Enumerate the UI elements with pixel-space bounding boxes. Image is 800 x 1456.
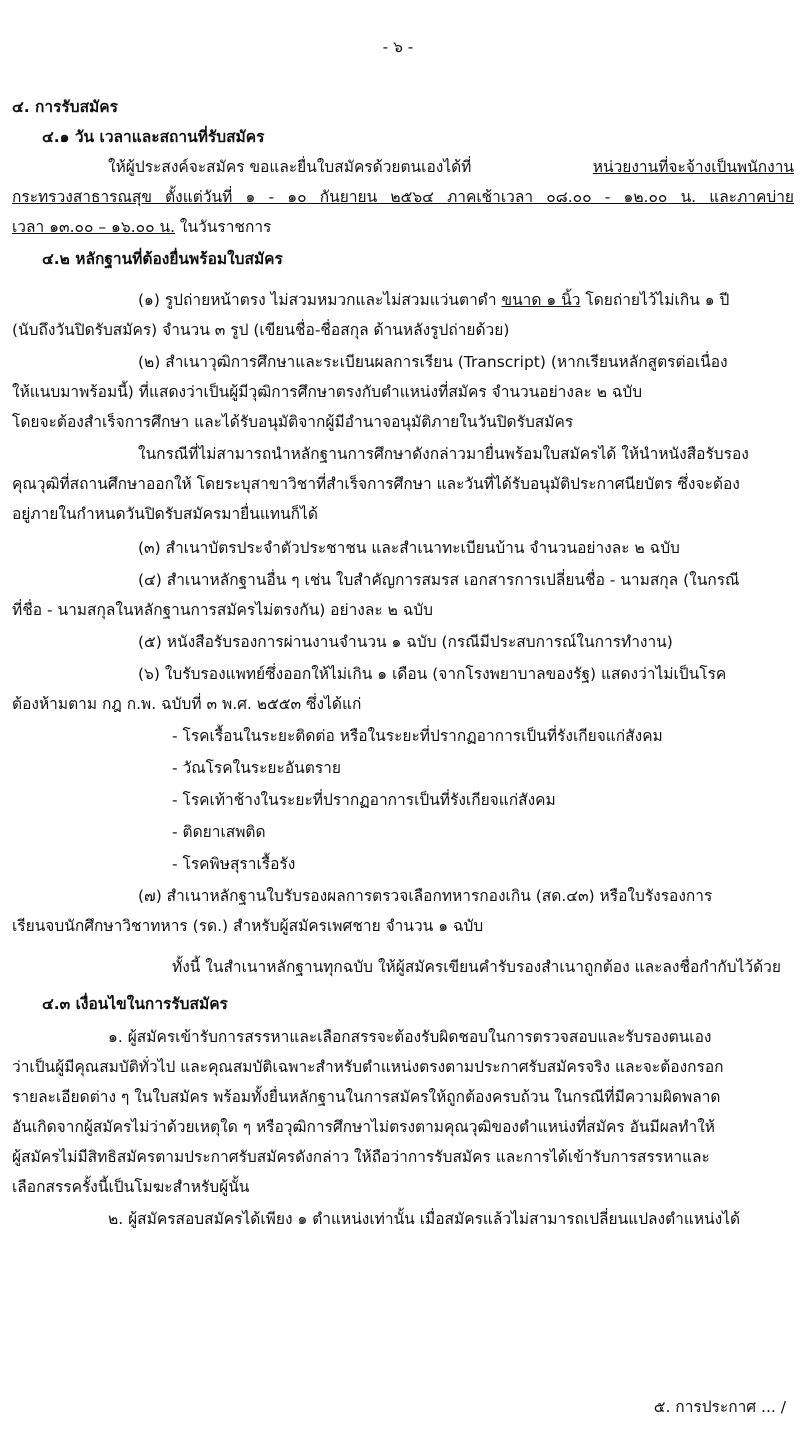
disease-list-item: - โรคเท้าช้างในระยะที่ปรากฏอาการเป็นที่รังเกียจแก่สังคม [172,791,556,809]
item-5: (๕) หนังสือรับรองการผ่านงานจำนวน ๑ ฉบับ (กรณีมีประสบการณ์ในการทำงาน) [138,633,673,651]
section-4-1-agency-underlined: หน่วยงานที่จะจ้างเป็นพนักงาน [592,158,794,176]
certification-note: ทั้งนี้ ในสำเนาหลักฐานทุกฉบับ ให้ผู้สมัครเขียนคำรับรองสำเนาถูกต้อง และลงชื่อกำกับไว้ด้วย [172,958,781,976]
disease-list-item: - โรคเรื้อนในระยะติดต่อ หรือในระยะที่ปรากฏอาการเป็นที่รังเกียจแก่สังคม [172,727,663,745]
item-2-line-1: (๒) สำเนาวุฒิการศึกษาและระเบียนผลการเรียน (Transcript) (หากเรียนหลักสูตรต่อเนื่อง [138,353,728,371]
condition-1-line-6: เลือกสรรครั้งนี้เป็นโมฆะสำหรับผู้นั้น [12,1178,250,1196]
paragraph-line-2: คุณวุฒิที่สถานศึกษาออกให้ โดยระบุสาขาวิชาที่สำเร็จการศึกษา และวันที่ได้รับอนุมัติประกาศนียบัตร ซึ่งจะต้อง [12,475,740,493]
item-4-line-1: (๔) สำเนาหลักฐานอื่น ๆ เช่น ใบสำคัญการสมรส เอกสารการเปลี่ยนชื่อ - นามสกุล (ในกรณี [138,571,740,589]
item-2-line-2: ให้แนบมาพร้อมนี้) ที่แสดงว่าเป็นผู้มีวุฒิการศึกษาตรงกับตำแหน่งที่สมัคร จำนวนอย่างละ ๒ ฉบับ [12,383,643,401]
condition-1-line-2: ว่าเป็นผู้มีคุณสมบัติทั่วไป และคุณสมบัติเฉพาะสำหรับตำแหน่งตรงตามประกาศรับสมัครจริง และจะต้องกรอก [12,1058,724,1076]
condition-1-line-5: ผู้สมัครไม่มีสิทธิสมัครตามประกาศรับสมัครดังกล่าว ให้ถือว่าการรับสมัคร และการได้เข้ารับการสรรหาและ [12,1148,710,1166]
disease-list-item: - วัณโรคในระยะอันตราย [172,759,341,777]
afternoon-time-underlined: เวลา ๑๓.๐๐ – ๑๖.๐๐ น. [12,218,175,236]
section-4-3-heading: ๔.๓ เงื่อนไขในการรับสมัคร [42,995,228,1013]
paragraph-line-1: ในกรณีที่ไม่สามารถนำหลักฐานการศึกษาดังกล่าวมายื่นพร้อมใบสมัครได้ ให้นำหนังสือรับรอง [138,445,749,463]
condition-1-line-3: รายละเอียดต่าง ๆ ในใบสมัคร พร้อมทั้งยื่นหลักฐานในการสมัครให้ถูกต้องครบถ้วน ในกรณีที่มีความผิดพลาด [12,1088,721,1106]
item-1-text-c: โดยถ่ายไว้ไม่เกิน ๑ ปี [580,291,730,309]
item-4-line-2: ที่ชื่อ - นามสกุลในหลักฐานการสมัครไม่ตรงกัน) อย่างละ ๒ ฉบับ [12,601,433,619]
item-6-line-1: (๖) ใบรับรองแพทย์ซึ่งออกให้ไม่เกิน ๑ เดือน (จากโรงพยาบาลของรัฐ) แสดงว่าไม่เป็นโรค [138,665,727,683]
section-4-1-line-1-text: ให้ผู้ประสงค์จะสมัคร ขอและยื่นใบสมัครด้วยตนเองได้ที่ [108,158,472,176]
working-days-text: ในวันราชการ [175,218,272,236]
condition-2: ๒. ผู้สมัครสอบสมัครได้เพียง ๑ ตำแหน่งเท่านั้น เมื่อสมัครแล้วไม่สามารถเปลี่ยนแปลงตำแหน่งได้ [108,1210,741,1228]
section-4-1-line-3 [12,212,271,242]
item-1-text-a: (๑) รูปถ่ายหน้าตรง ไม่สวมหมวกและไม่สวมแว่นตาดำ [138,291,502,309]
page-number: - ๖ - [382,38,414,56]
item-6-line-2: ต้องห้ามตาม กฎ ก.พ. ฉบับที่ ๓ พ.ศ. ๒๕๕๓ ซึ่งได้แก่ [12,695,362,713]
item-1-line-1 [138,285,729,315]
condition-1-line-4: อันเกิดจากผู้สมัครไม่ว่าด้วยเหตุใด ๆ หรือวุฒิการศึกษาไม่ตรงตามคุณวุฒิของตำแหน่งที่สมัคร อันมีผลทำให้ [12,1118,716,1136]
item-7-line-1: (๗) สำเนาหลักฐานใบรับรองผลการตรวจเลือกทหารกองเกิน (สด.๔๓) หรือใบรังรองการ [138,887,713,905]
item-3: (๓) สำเนาบัตรประจำตัวประชาชน และสำเนาทะเบียนบ้าน จำนวนอย่างละ ๒ ฉบับ [138,539,680,557]
disease-list-item: - โรคพิษสุราเรื้อรัง [172,855,296,873]
paragraph-line-3: อยู่ภายในกำหนดวันปิดรับสมัครมายื่นแทนก็ได้ [12,505,318,523]
section-4-2-heading: ๔.๒ หลักฐานที่ต้องยื่นพร้อมใบสมัคร [42,250,283,268]
section-4-1-heading: ๔.๑ วัน เวลาและสถานที่รับสมัคร [42,128,265,146]
section-4-1-line-2: กระทรวงสาธารณสุข ตั้งแต่วันที่ ๑ - ๑๐ กันยายน ๒๕๖๔ ภาคเช้าเวลา ๐๘.๐๐ - ๑๒.๐๐ น. และภาคบ่าย [12,188,794,206]
item-1-line-2: (นับถึงวันปิดรับสมัคร) จำนวน ๓ รูป (เขียนชื่อ-ชื่อสกุล ด้านหลังรูปถ่ายด้วย) [12,321,510,339]
section-4-heading: ๔. การรับสมัคร [12,98,118,116]
section-4-1-line-1 [108,152,794,182]
item-7-line-2: เรียนจบนักศึกษาวิชาทหาร (รด.) สำหรับผู้สมัครเพศชาย จำนวน ๑ ฉบับ [12,917,484,935]
photo-size-underlined: ขนาด ๑ นิ้ว [501,291,581,309]
next-page-continuation: ๕. การประกาศ ... / [653,1398,786,1416]
item-2-line-3: โดยจะต้องสำเร็จการศึกษา และได้รับอนุมัติจากผู้มีอำนาจอนุมัติภายในวันปิดรับสมัคร [12,413,574,431]
condition-1-line-1: ๑. ผู้สมัครเข้ารับการสรรหาและเลือกสรรจะต้องรับผิดชอบในการตรวจสอบและรับรองตนเอง [108,1028,712,1046]
disease-list-item: - ติดยาเสพติด [172,823,266,841]
